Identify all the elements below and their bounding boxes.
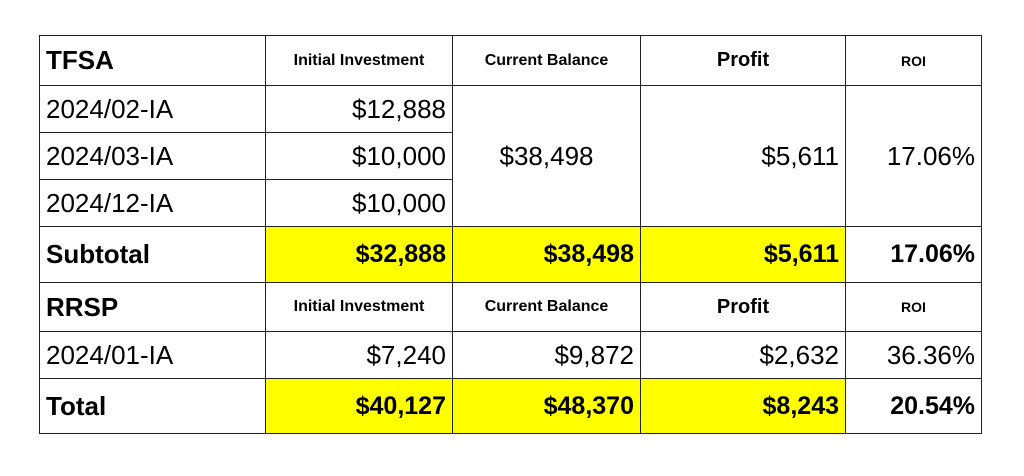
- subtotal-profit-value: $5,611: [641, 227, 846, 283]
- investment-table: [39, 35, 982, 434]
- tfsa-header-row: [40, 36, 982, 86]
- account-label: 2024/02-IA: [40, 86, 266, 133]
- rrsp-current-balance-header: Current Balance: [453, 283, 641, 332]
- tfsa-roi-value: 17.06%: [846, 86, 982, 227]
- profit-value: $2,632: [641, 332, 846, 379]
- subtotal-initial-value: $32,888: [266, 227, 453, 283]
- rrsp-roi-header: ROI: [846, 283, 982, 332]
- total-row: [40, 379, 982, 434]
- table-row: [40, 86, 982, 133]
- tfsa-current-balance-header: Current Balance: [453, 36, 641, 86]
- initial-investment-value: $7,240: [266, 332, 453, 379]
- total-label: Total: [40, 379, 266, 434]
- tfsa-profit-header: Profit: [641, 36, 846, 86]
- tfsa-profit-value: $5,611: [641, 86, 846, 227]
- total-roi-value: 20.54%: [846, 379, 982, 434]
- rrsp-initial-investment-header: Initial Investment: [266, 283, 453, 332]
- subtotal-label: Subtotal: [40, 227, 266, 283]
- current-balance-value: $9,872: [453, 332, 641, 379]
- rrsp-header-row: [40, 283, 982, 332]
- account-label: 2024/01-IA: [40, 332, 266, 379]
- total-initial-value: $40,127: [266, 379, 453, 434]
- rrsp-section-label: RRSP: [40, 283, 266, 332]
- initial-investment-value: $10,000: [266, 180, 453, 227]
- total-profit-value: $8,243: [641, 379, 846, 434]
- subtotal-row: [40, 227, 982, 283]
- initial-investment-value: $12,888: [266, 86, 453, 133]
- tfsa-initial-investment-header: Initial Investment: [266, 36, 453, 86]
- table-row: [40, 332, 982, 379]
- tfsa-section-label: TFSA: [40, 36, 266, 86]
- tfsa-current-balance-value: $38,498: [453, 86, 641, 227]
- subtotal-roi-value: 17.06%: [846, 227, 982, 283]
- tfsa-roi-header: ROI: [846, 36, 982, 86]
- account-label: 2024/03-IA: [40, 133, 266, 180]
- roi-value: 36.36%: [846, 332, 982, 379]
- subtotal-current-balance-value: $38,498: [453, 227, 641, 283]
- initial-investment-value: $10,000: [266, 133, 453, 180]
- account-label: 2024/12-IA: [40, 180, 266, 227]
- rrsp-profit-header: Profit: [641, 283, 846, 332]
- total-current-balance-value: $48,370: [453, 379, 641, 434]
